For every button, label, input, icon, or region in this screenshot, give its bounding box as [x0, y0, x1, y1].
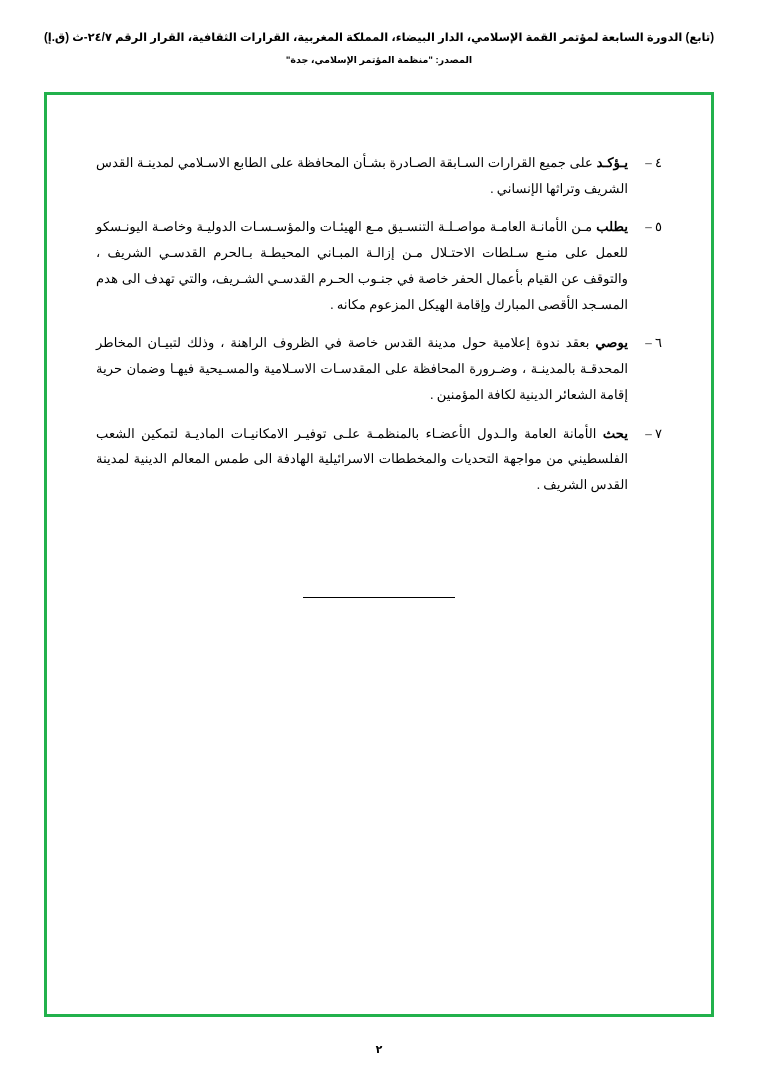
horizontal-rule — [303, 597, 455, 598]
clause-item — [96, 150, 662, 201]
clause-item — [96, 421, 662, 498]
clause-item — [96, 214, 662, 317]
clause-rest: بعقد ندوة إعلامية حول مدينة القدس خاصة في الظروف الراهنة ، وذلك لتبيـان المخاطر المحدقـة بالمدينـة ، وضـرورة المحافظة على المقدسـات الاسـلامية والمسـيحية فيهـا وضمان حرية إقامة الشعائر الدينية لكافة المؤمنين . — [96, 335, 628, 402]
clause-body — [96, 330, 628, 407]
page-number: ٢ — [375, 1044, 383, 1056]
clause-body — [96, 214, 628, 317]
document-header — [0, 30, 758, 66]
clause-number: ٥ – — [645, 219, 662, 235]
clause-number: ٤ – — [645, 155, 662, 170]
clause-rest: على جميع القرارات السـابقة الصـادرة بشـأن المحافظة على الطابع الاسـلامي لمدينـة القدس الشريف وتراثها الإنساني . — [96, 155, 628, 196]
clause-lead-verb: يـؤكـد — [596, 155, 628, 170]
clause-list — [96, 150, 662, 511]
clause-rest: الأمانة العامة والـدول الأعضـاء بالمنظمـة علـى توفيـر الامكانيـات الماديـة لتمكين الشعب الفلسطيني من مواجهة التحديات والمخططات الاسرائيلية الهادفة الى طمس المعالم الدينية لمدينة القدس الشريف . — [96, 425, 628, 493]
clause-number: ٧ – — [645, 425, 662, 441]
clause-lead-verb: يطلب — [596, 219, 628, 235]
clause-lead-verb: يوصي — [595, 335, 628, 351]
clause-number: ٦ – — [645, 335, 662, 351]
clause-body — [96, 150, 628, 201]
header-title: (تابع) الدورة السابعة لمؤتمر القمة الإسلامي، الدار البيضاء، المملكة المغربية، القرارات الثقافية، القرار الرقم ٢٤/٧-ث (ق.إ) — [43, 32, 715, 44]
clause-item — [96, 330, 662, 407]
header-source: المصدر: "منظمة المؤتمر الإسلامي، جدة" — [285, 55, 473, 67]
clause-lead-verb: يحث — [602, 425, 628, 441]
clause-rest: مـن الأمانـة العامـة مواصـلـة التنسـيق مـع الهيئـات والمؤسـسـات الدوليـة وخاصـة اليونـسكو للعمل على منـع سـلطات الاحتـلال مـن إزالـة المبـاني المحيطـة بـالحرم القدسـي الشريف ، والتوقف عن القيام بأعمال الحفر خاصة في جنـوب الحـرم القدسـي الشـريف، والتي تهدف الى هدم المسـجد الأقصى المبارك وإقامة الهيكل المزعوم مكانه . — [96, 219, 628, 312]
section-divider — [0, 585, 758, 603]
clause-body — [96, 421, 628, 498]
